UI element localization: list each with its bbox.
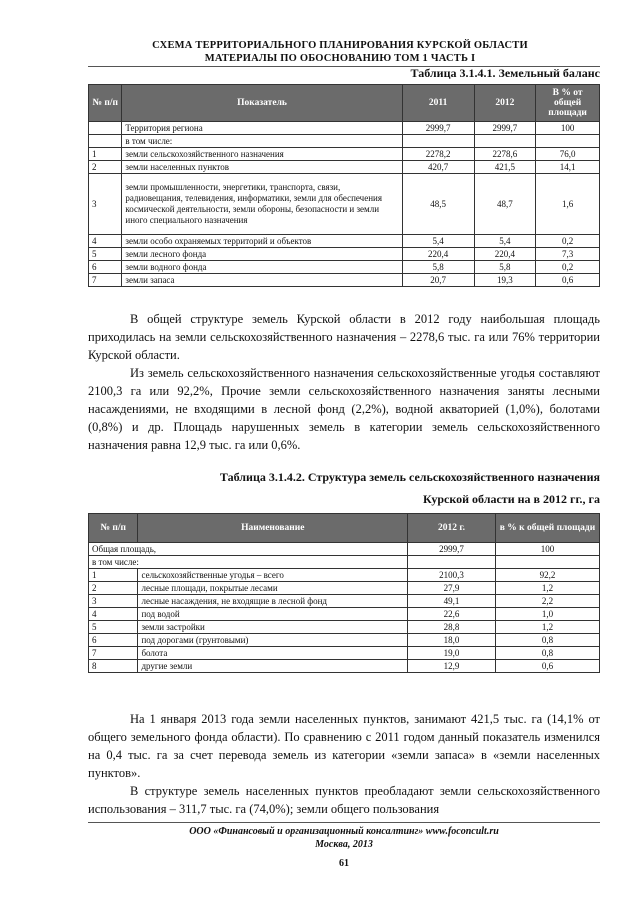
column-header: В % от общей площади <box>536 85 600 122</box>
table-cell: 0,8 <box>495 647 599 660</box>
paragraph: В общей структуре земель Курской области в 2012 году наибольшая площадь приходилась на земли сельскохозяйственного назначения – 2278,6 тыс. га или 76% территории Курской области. <box>88 312 600 362</box>
table-cell: 3 <box>89 174 122 235</box>
column-header: № п/п <box>89 85 122 122</box>
table-cell: 1,2 <box>495 621 599 634</box>
table-cell: 2278,2 <box>402 148 474 161</box>
table-row <box>89 582 600 595</box>
table-header-row <box>89 85 600 122</box>
table-cell <box>402 135 474 148</box>
table-cell: земли запаса <box>122 274 402 287</box>
table-row <box>89 235 600 248</box>
table-cell: земли лесного фонда <box>122 248 402 261</box>
table-cell <box>474 135 536 148</box>
table-cell: 7 <box>89 647 138 660</box>
table-cell: 27,9 <box>408 582 496 595</box>
table-row <box>89 174 600 235</box>
column-header: Показатель <box>122 85 402 122</box>
table-cell: 6 <box>89 634 138 647</box>
table-cell: 2278,6 <box>474 148 536 161</box>
table-cell: 421,5 <box>474 161 536 174</box>
table-cell: 2 <box>89 582 138 595</box>
table-cell: 12,9 <box>408 660 496 673</box>
table-cell: 1,0 <box>495 608 599 621</box>
table-cell: земли населенных пунктов <box>122 161 402 174</box>
table-cell: 5,8 <box>474 261 536 274</box>
table-cell <box>495 556 599 569</box>
table-cell <box>536 135 600 148</box>
table-cell: в том числе: <box>122 135 402 148</box>
table-cell: 1,2 <box>495 582 599 595</box>
table-cell: 4 <box>89 608 138 621</box>
paragraph: Из земель сельскохозяйственного назначения сельскохозяйственные угодья составляют 2100,3 га или 92,2%, Прочие земли сельскохозяйственного назначения заняты лесными насаждениями, не входящими в лесной фонд (2,2%), водной акваторией (1,0%), болотами (0,8%) и др. Площадь нарушенных земель в категории земель сельскохозяйственного назначения равна 12,9 тыс. га или 0,6%. <box>88 366 600 452</box>
table-row <box>89 556 600 569</box>
table-row <box>89 543 600 556</box>
table-cell: 100 <box>495 543 599 556</box>
table-cell: 1,6 <box>536 174 600 235</box>
footer-city-year: Москва, 2013 <box>315 839 373 850</box>
table-cell: 0,6 <box>495 660 599 673</box>
table-cell: земли особо охраняемых территорий и объектов <box>122 235 402 248</box>
table-cell: 76,0 <box>536 148 600 161</box>
table-cell: Общая площадь, <box>89 543 408 556</box>
table-cell: 0,2 <box>536 235 600 248</box>
table-cell: болота <box>138 647 408 660</box>
paragraph: На 1 января 2013 года земли населенных пунктов, занимают 421,5 тыс. га (14,1% от общего земельного фонда области). По сравнению с 2011 годом данный показатель изменился на 0,4 тыс. га за счет перевода земель из категории «земли запаса» в «земли населенных пунктов». <box>88 712 600 780</box>
table-cell: 2999,7 <box>402 122 474 135</box>
table-row <box>89 261 600 274</box>
agri-land-structure-table <box>88 513 600 673</box>
table-cell: 18,0 <box>408 634 496 647</box>
table-cell: 7,3 <box>536 248 600 261</box>
table-row <box>89 569 600 582</box>
column-header: 2012 г. <box>408 514 496 543</box>
table-cell: земли застройки <box>138 621 408 634</box>
table-cell: 2100,3 <box>408 569 496 582</box>
table-cell: 19,0 <box>408 647 496 660</box>
table-cell: 48,5 <box>402 174 474 235</box>
table-cell: 2999,7 <box>474 122 536 135</box>
table-cell: Территория региона <box>122 122 402 135</box>
column-header: Наименование <box>138 514 408 543</box>
table-cell: 22,6 <box>408 608 496 621</box>
table-row <box>89 634 600 647</box>
table-cell: 0,6 <box>536 274 600 287</box>
table-cell: под дорогами (грунтовыми) <box>138 634 408 647</box>
table-cell: под водой <box>138 608 408 621</box>
table-cell: 1 <box>89 148 122 161</box>
table2-caption-sub: Курской области на в 2012 гг., га <box>422 492 600 506</box>
table-cell: 48,7 <box>474 174 536 235</box>
table-cell: 420,7 <box>402 161 474 174</box>
table-cell: 7 <box>89 274 122 287</box>
table1-caption: Таблица 3.1.4.1. Земельный баланс <box>410 66 600 80</box>
table-cell: 8 <box>89 660 138 673</box>
table-cell: 2,2 <box>495 595 599 608</box>
table-cell: 20,7 <box>402 274 474 287</box>
land-balance-table <box>88 84 600 287</box>
table-row <box>89 248 600 261</box>
table-header-row <box>89 514 600 543</box>
table-row <box>89 274 600 287</box>
table-cell: 220,4 <box>402 248 474 261</box>
table-row <box>89 621 600 634</box>
table-cell: 28,8 <box>408 621 496 634</box>
column-header: 2011 <box>402 85 474 122</box>
column-header: 2012 <box>474 85 536 122</box>
table-cell: 2999,7 <box>408 543 496 556</box>
table-cell: 14,1 <box>536 161 600 174</box>
table-cell: 0,8 <box>495 634 599 647</box>
table-cell: 19,3 <box>474 274 536 287</box>
table-cell: 0,2 <box>536 261 600 274</box>
table-cell: 3 <box>89 595 138 608</box>
table-cell: земли водного фонда <box>122 261 402 274</box>
page-number: 61 <box>339 858 349 869</box>
table-cell: в том числе: <box>89 556 408 569</box>
table-cell: 6 <box>89 261 122 274</box>
header-title: СХЕМА ТЕРРИТОРИАЛЬНОГО ПЛАНИРОВАНИЯ КУРСКОЙ ОБЛАСТИ <box>152 40 528 51</box>
table-cell: 1 <box>89 569 138 582</box>
table-cell: лесные площади, покрытые лесами <box>138 582 408 595</box>
table-cell: 5 <box>89 248 122 261</box>
table-cell: 49,1 <box>408 595 496 608</box>
table-cell: земли сельскохозяйственного назначения <box>122 148 402 161</box>
table-row <box>89 122 600 135</box>
table-cell: 5 <box>89 621 138 634</box>
table-cell: 5,4 <box>402 235 474 248</box>
table-cell: лесные насаждения, не входящие в лесной фонд <box>138 595 408 608</box>
table-row <box>89 660 600 673</box>
table-row <box>89 647 600 660</box>
table-row <box>89 608 600 621</box>
table-cell: сельскохозяйственные угодья – всего <box>138 569 408 582</box>
header-subtitle: МАТЕРИАЛЫ ПО ОБОСНОВАНИЮ ТОМ 1 ЧАСТЬ I <box>204 53 476 64</box>
table-cell: 5,4 <box>474 235 536 248</box>
table-cell <box>89 135 122 148</box>
table-row <box>89 161 600 174</box>
column-header: в % к общей площади <box>495 514 599 543</box>
column-header: № п/п <box>89 514 138 543</box>
table-cell: 2 <box>89 161 122 174</box>
table-row <box>89 148 600 161</box>
table-cell <box>89 122 122 135</box>
table-cell: 100 <box>536 122 600 135</box>
footer-divider <box>88 822 600 823</box>
footer-company: ООО «Финансовый и организационный консалтинг» www.foconcult.ru <box>189 826 499 837</box>
table-cell: 4 <box>89 235 122 248</box>
table-cell: 5,8 <box>402 261 474 274</box>
table-row <box>89 135 600 148</box>
table-cell: другие земли <box>138 660 408 673</box>
table-row <box>89 595 600 608</box>
table-cell <box>408 556 496 569</box>
paragraph: В структуре земель населенных пунктов преобладают земли сельскохозяйственного использования – 311,7 тыс. га (74,0%); земли общего пользования <box>88 784 600 816</box>
table-cell: 92,2 <box>495 569 599 582</box>
table2-caption: Таблица 3.1.4.2. Структура земель сельскохозяйственного назначения <box>219 470 600 484</box>
table-cell: земли промышленности, энергетики, транспорта, связи, радиовещания, телевидения, информатики, земли для обеспечения космической деятельности, земли обороны, безопасности и земли иного специального назначения <box>122 174 402 235</box>
table-cell: 220,4 <box>474 248 536 261</box>
